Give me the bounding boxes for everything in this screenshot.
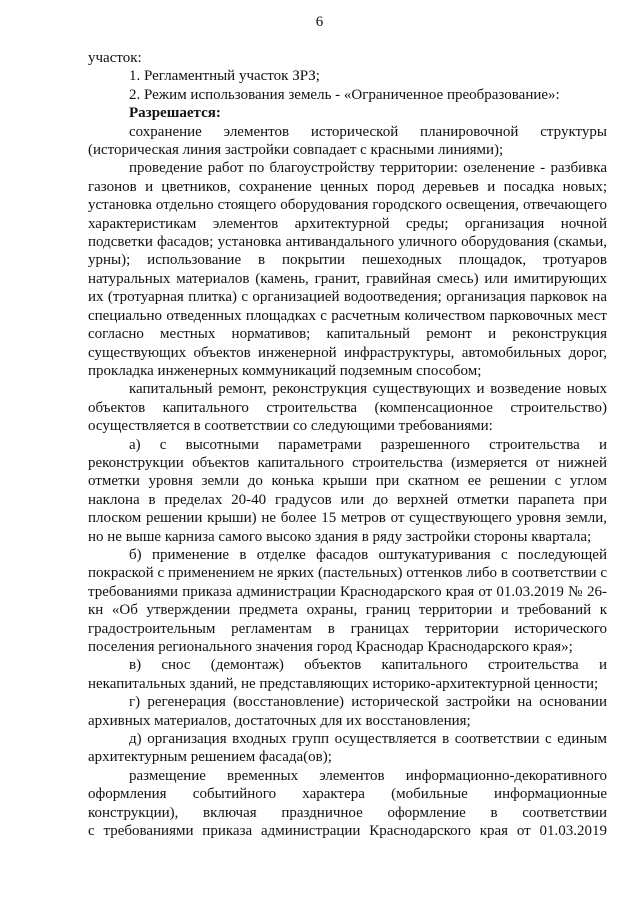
- paragraph-continuation: с требованиями приказа администрации Краснодарского края от 01.03.2019: [88, 823, 607, 840]
- paragraph-temporary-elements: размещение временных элементов информационно-декоративного оформления событийного характера (мобильные информационные конструкции), включая праздничное оформление в соответствии: [88, 767, 607, 821]
- list-item-2: 2. Режим использования земель - «Ограниченное преобразование»:: [129, 86, 560, 103]
- requirement-e: д) организация входных групп осуществляется в соответствии с единым архитектурным решением фасада(ов);: [88, 731, 607, 766]
- page-number: 6: [315, 14, 324, 30]
- section-heading: Разрешается:: [129, 105, 221, 122]
- document-body: [88, 49, 607, 840]
- paragraph-construction: капитальный ремонт, реконструкция существующих и возведение новых объектов капитального строительства (компенсационное строительство) осуществляется в соответствии со следующими требованиями:: [88, 381, 607, 435]
- requirement-b: б) применение в отделке фасадов оштукатуривания с последующей покраской с применением не ярких (пастельных) оттенков либо в соответствии с требованиями приказа администрации Краснодарского края от 01.03.2019 № 26-кн «Об утверждении предмета охраны, границ территории и требований к градостроительным регламентам в границах территории исторического поселения регионального значения город Краснодар Краснодарского края»;: [88, 546, 607, 655]
- requirement-a: а) с высотными параметрами разрешенного строительства и реконструкции объектов капитального строительства (измеряется от нижней отметки уровня земли до конька крыши при скатном ее решении с углом наклона в пределах 20-40 градусов или до верхней отметки парапета при плоском решении крыши) не более 15 метров от существующего уровня земли, но не выше карниза самого высоко здания в ряду застройки стороны квартала;: [88, 436, 607, 545]
- paragraph-preservation: сохранение элементов исторической планировочной структуры (историческая линия застройки совпадает с красными линиями);: [88, 123, 607, 159]
- requirement-d: г) регенерация (восстановление) исторической застройки на основании архивных материалов, достаточных для их восстановления;: [88, 694, 607, 729]
- paragraph-landscaping: проведение работ по благоустройству территории: озеленение - разбивка газонов и цветников, сохранение ценных пород деревьев и посадка новых; установка отдельно стоящего оборудования городского освещения, отвечающего характеристикам элементов архитектурной среды; организация ночной подсветки фасадов; установка антивандального уличного оборудования (скамьи, урны); использование в покрытии пешеходных площадок, тротуаров натуральных материалов (камень, гранит, гравийная смесь) или имитирующих их (тротуарная плитка) с организацией водоотведения; организация парковок на специально отведенных площадках с расчетным количеством парковочных мест согласно местных нормативов; капитальный ремонт и реконструкция существующих объектов инженерной инфраструктуры, автомобильных дорог, прокладка инженерных коммуникаций подземным способом;: [88, 160, 607, 379]
- requirement-c: в) снос (демонтаж) объектов капитального строительства и некапитальных зданий, не представляющих историко-архитектурной ценности;: [88, 657, 607, 692]
- paragraph-lead: участок:: [88, 50, 142, 66]
- list-item-1: 1. Регламентный участок ЗРЗ;: [129, 68, 320, 85]
